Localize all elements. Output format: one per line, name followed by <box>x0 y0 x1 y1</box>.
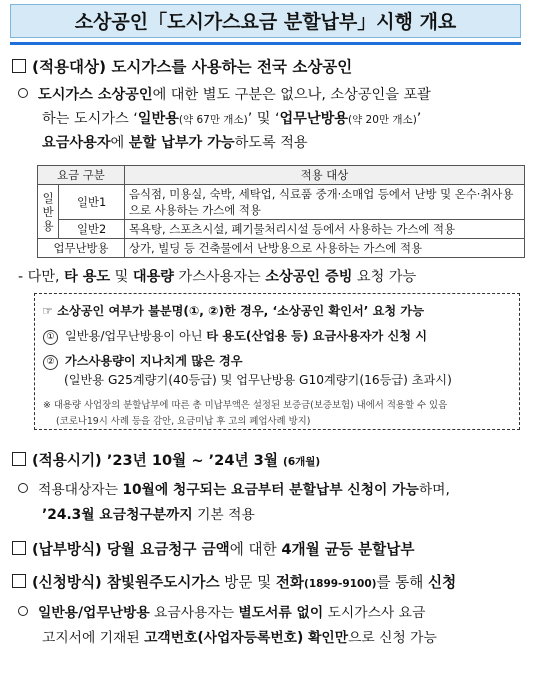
note-line-1: ☞ 소상공인 여부가 불분명(①, ②)한 경우, ‘소상공인 확인서’ 요청 가능 <box>42 304 424 318</box>
table-header-cell: 요금 구분 <box>38 166 125 185</box>
period-line-1: 적용대상자는 10월에 청구되는 요금부터 분할납부 신청이 가능하며, <box>18 478 450 498</box>
checkbox-square-icon <box>12 541 26 555</box>
note-line-5: ※ 대용량 사업장의 분할납부에 따른 총 미납부액은 설정된 보증금(보증보험) 내에서 적용할 수 있음 <box>43 400 448 411</box>
title-underline <box>10 42 521 45</box>
target-line-2: 하는 도시가스 ‘일반용(약 67만 개소)’ 및 ‘업무난방용(약 20만 개소)’ <box>42 111 422 127</box>
target-line-3: 요금사용자에 분할 납부가 가능하도록 적용 <box>42 135 308 151</box>
small-business-note-box <box>34 293 520 430</box>
section-application-heading: (신청방식) 참빛원주도시가스 방문 및 전화(1899-9100)를 통해 신청 <box>12 571 456 592</box>
section-period-heading: (적용시기) ’23년 10월 ~ ’24년 3월 (6개월) <box>12 449 320 470</box>
checkbox-square-icon <box>12 59 26 73</box>
table-row <box>38 220 525 239</box>
circle-bullet-icon <box>18 88 28 98</box>
document-title: 소상공인「도시가스요금 분할납부」시행 개요 <box>10 4 521 38</box>
table-row <box>38 239 525 258</box>
table-cell: 일반2 <box>59 220 125 239</box>
table-row <box>38 185 525 220</box>
section-target-heading: (적용대상) 도시가스를 사용하는 전국 소상공인 <box>12 55 352 77</box>
table-header-cell: 적용 대상 <box>125 166 525 185</box>
checkbox-square-icon <box>12 574 26 588</box>
application-line-2: 고지서에 기재된 고객번호(사업자등록번호) 확인만으로 신청 가능 <box>42 630 437 646</box>
table-cell: 일반1 <box>59 185 125 220</box>
table-header-row <box>38 166 525 185</box>
circle-bullet-icon <box>18 483 28 493</box>
fee-category-table <box>37 165 525 258</box>
target-line-1: 도시가스 소상공인에 대한 별도 구분은 없으나, 소상공인을 포괄 <box>18 84 431 104</box>
number-2-icon: ② <box>43 355 58 370</box>
application-line-1: 일반용/업무난방용 요금사용자는 별도서류 없이 도시가스사 요금 <box>18 601 425 621</box>
note-line-6: (코로나19시 사례 등을 감안, 요금미납 후 고의 폐업사례 방지) <box>56 416 311 427</box>
note-line-4: (일반용 G25계량기(40등급) 및 업무난방용 G10계량기(16등급) 초과시) <box>64 373 452 387</box>
table-group-cell: 일 반 용 <box>38 185 59 239</box>
number-1-icon: ① <box>43 330 58 345</box>
period-line-2: ’24.3월 요금청구분까지 기본 적용 <box>42 507 255 523</box>
table-cell: 목욕탕, 스포츠시설, 폐기물처리시설 등에서 사용하는 가스에 적용 <box>125 220 525 239</box>
section-payment-heading: (납부방식) 당월 요금청구 금액에 대한 4개월 균등 분할납부 <box>12 538 414 559</box>
exception-line: - 다만, 타 용도 및 대용량 가스사용자는 소상공인 증빙 요청 가능 <box>18 269 417 285</box>
circle-bullet-icon <box>18 606 28 616</box>
checkbox-square-icon <box>12 452 26 466</box>
table-cell: 음식점, 미용실, 숙박, 세탁업, 식료품 중개·소매업 등에서 난방 및 온수·취사용으로 사용하는 가스에 적용 <box>125 185 525 220</box>
table-cell: 상가, 빌딩 등 건축물에서 난방용으로 사용하는 가스에 적용 <box>125 239 525 258</box>
table-cell: 업무난방용 <box>38 239 125 258</box>
note-line-2: ① 일반용/업무난방용이 아닌 타 용도(산업용 등) 요금사용자가 신청 시 <box>43 327 427 345</box>
note-line-3: ② 가스사용량이 지나치게 많은 경우 <box>43 352 243 370</box>
